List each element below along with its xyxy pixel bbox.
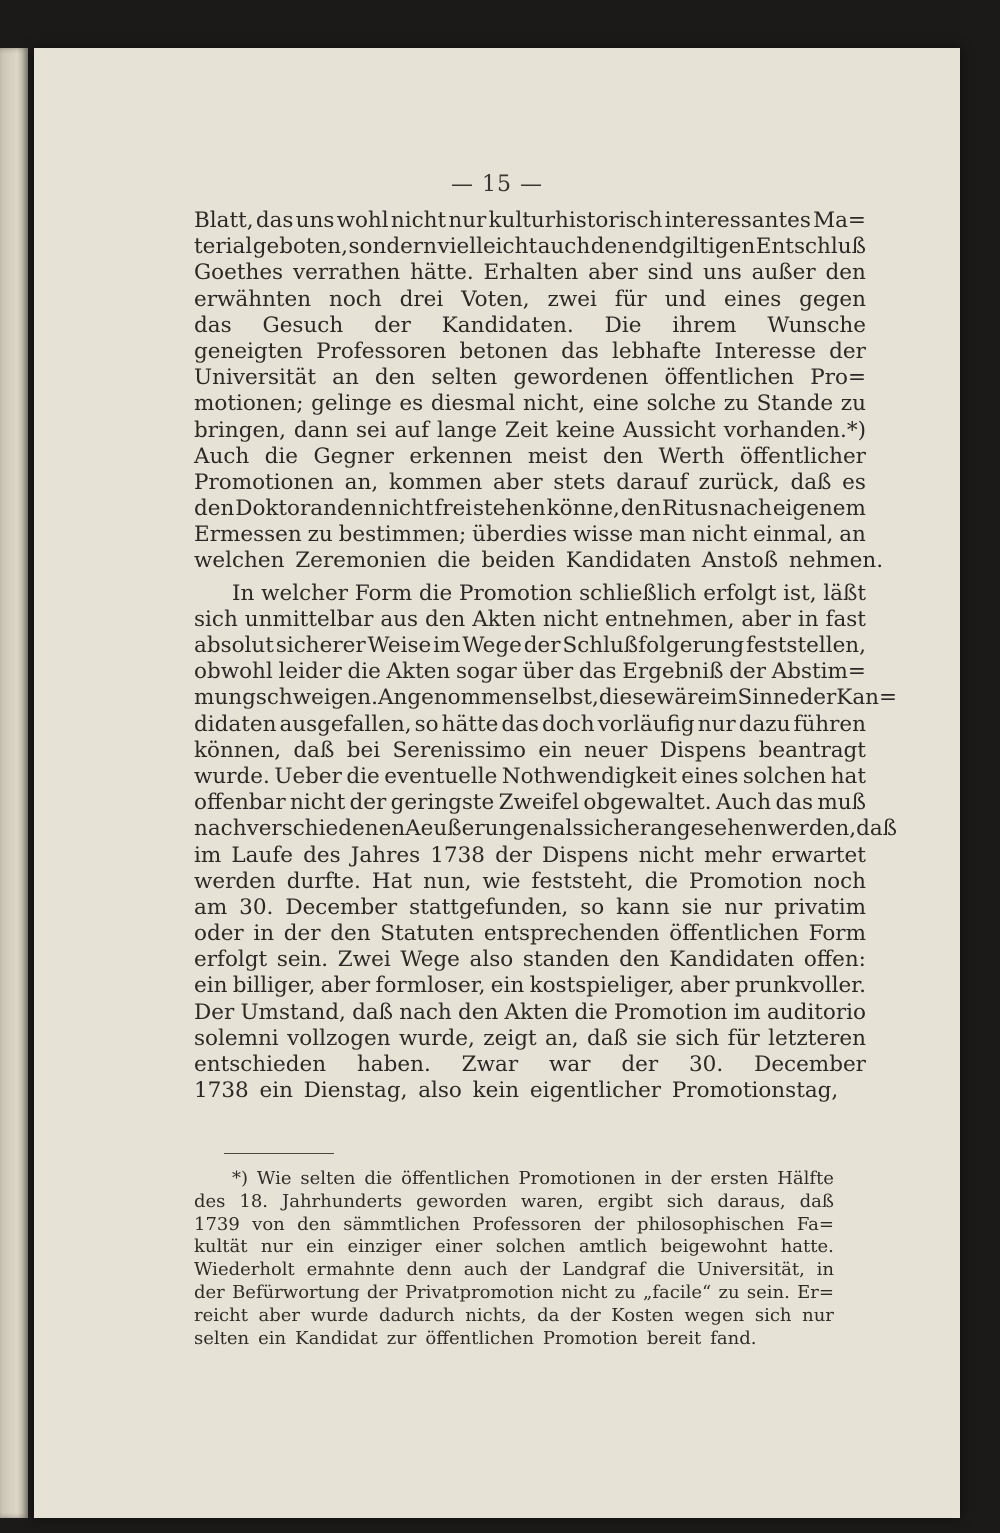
text-line: Der Umstand, daß nach den Akten die Promotion im auditorio: [194, 999, 866, 1025]
text-line: terial geboten, sondern vielleicht auch den endgiltigen Entschluß: [194, 234, 866, 260]
text-line: motionen; gelinge es diesmal nicht, eine solche zu Stande zu: [194, 391, 866, 417]
footnote-rule: [224, 1153, 334, 1154]
text-line: werden durfte. Hat nun, wie feststeht, die Promotion noch: [194, 868, 866, 894]
footnote-line: kultät nur ein einziger einer solchen amtlich beigewohnt hatte.: [194, 1236, 834, 1258]
text-line: am 30. December stattgefunden, so kann sie nur privatim: [194, 894, 866, 920]
text-line: In welcher Form die Promotion schließlich erfolgt ist, läßt: [232, 580, 866, 606]
text-line: offenbar nicht der geringste Zweifel obgewaltet. Auch das muß: [194, 790, 866, 816]
text-line: wurde. Ueber die eventuelle Nothwendigkeit eines solchen hat: [194, 763, 866, 789]
text-line: sich unmittelbar aus den Akten nicht entnehmen, aber in fast: [194, 606, 866, 632]
text-line: erfolgt sein. Zwei Wege also standen den Kandidaten offen:: [194, 947, 866, 973]
text-line: solemni vollzogen wurde, zeigt an, daß sie sich für letzteren: [194, 1025, 866, 1051]
text-line: welchen Zeremonien die beiden Kandidaten Anstoß nehmen.: [194, 548, 884, 574]
text-line: den Doktoranden nicht frei stehen könne, den Ritus nach eigenem: [194, 496, 866, 522]
text-line: Auch die Gegner erkennen meist den Werth öffentlicher: [194, 443, 866, 469]
text-line: das Gesuch der Kandidaten. Die ihrem Wunsche: [194, 312, 866, 338]
text-line: mung schweigen. Angenommen selbst, diese wäre im Sinne der Kan=: [194, 685, 898, 711]
footnote-line: 1739 von den sämmtlichen Professoren der philosophischen Fa=: [194, 1213, 834, 1235]
text-line: im Laufe des Jahres 1738 der Dispens nicht mehr erwartet: [194, 842, 866, 868]
footnote: [194, 1168, 834, 1350]
text-line: Blatt, das uns wohl nicht nur kulturhistorisch interessantes Ma=: [194, 208, 866, 233]
text-line: oder in der den Statuten entsprechenden öffentlichen Form: [194, 921, 866, 947]
text-line: Universität an den selten gewordenen öffentlichen Pro=: [194, 365, 866, 391]
text-line: 1738 ein Dienstag, also kein eigentlicher Promotionstag,: [194, 1078, 839, 1104]
footnote-line: Wiederholt ermahnte denn auch der Landgraf die Universität, in: [194, 1259, 834, 1281]
paragraph: [194, 208, 884, 575]
footnote-line: der Befürwortung der Privatpromotion nicht zu „facile“ zu sein. Er=: [194, 1281, 834, 1303]
footnote-line: selten ein Kandidat zur öffentlichen Promotion bereit fand.: [194, 1327, 757, 1349]
text-line: geneigten Professoren betonen das lebhafte Interesse der: [194, 338, 866, 364]
text-line: können, daß bei Serenissimo ein neuer Dispens beantragt: [194, 737, 866, 763]
paragraph: [194, 580, 898, 1105]
text-line: absolut sicherer Weise im Wege der Schlußfolgerung feststellen,: [194, 633, 866, 658]
footnote-line: des 18. Jahrhunderts geworden waren, ergibt sich daraus, daß: [194, 1190, 834, 1212]
text-line: erwähnten noch drei Voten, zwei für und eines gegen: [194, 286, 866, 312]
facing-page-edge: [0, 48, 28, 1518]
text-line: obwohl leider die Akten sogar über das Ergebniß der Abstim=: [194, 659, 866, 685]
book-page: [34, 48, 960, 1518]
text-line: didaten ausgefallen, so hätte das doch vorläufig nur dazu führen: [194, 711, 866, 737]
text-line: ein billiger, aber formloser, ein kostspieliger, aber prunkvoller.: [194, 973, 866, 999]
main-text: [194, 208, 898, 1104]
text-line: Goethes verrathen hätte. Erhalten aber sind uns außer den: [194, 260, 866, 286]
text-line: nach verschiedenen Aeußerungen als sicher angesehen werden, daß: [194, 816, 898, 842]
text-line: Ermessen zu bestimmen; überdies wisse man nicht einmal, an: [194, 522, 866, 548]
footnote-line: *) Wie selten die öffentlichen Promotionen in der ersten Hälfte: [232, 1168, 834, 1189]
text-line: Promotionen an, kommen aber stets darauf zurück, daß es: [194, 469, 866, 495]
footnote-line: reicht aber wurde dadurch nichts, da der Kosten wegen sich nur: [194, 1304, 834, 1326]
text-line: bringen, dann sei auf lange Zeit keine Aussicht vorhanden.*): [194, 417, 866, 443]
text-line: entschieden haben. Zwar war der 30. December: [194, 1052, 866, 1077]
page-number: — 15 —: [451, 172, 543, 197]
